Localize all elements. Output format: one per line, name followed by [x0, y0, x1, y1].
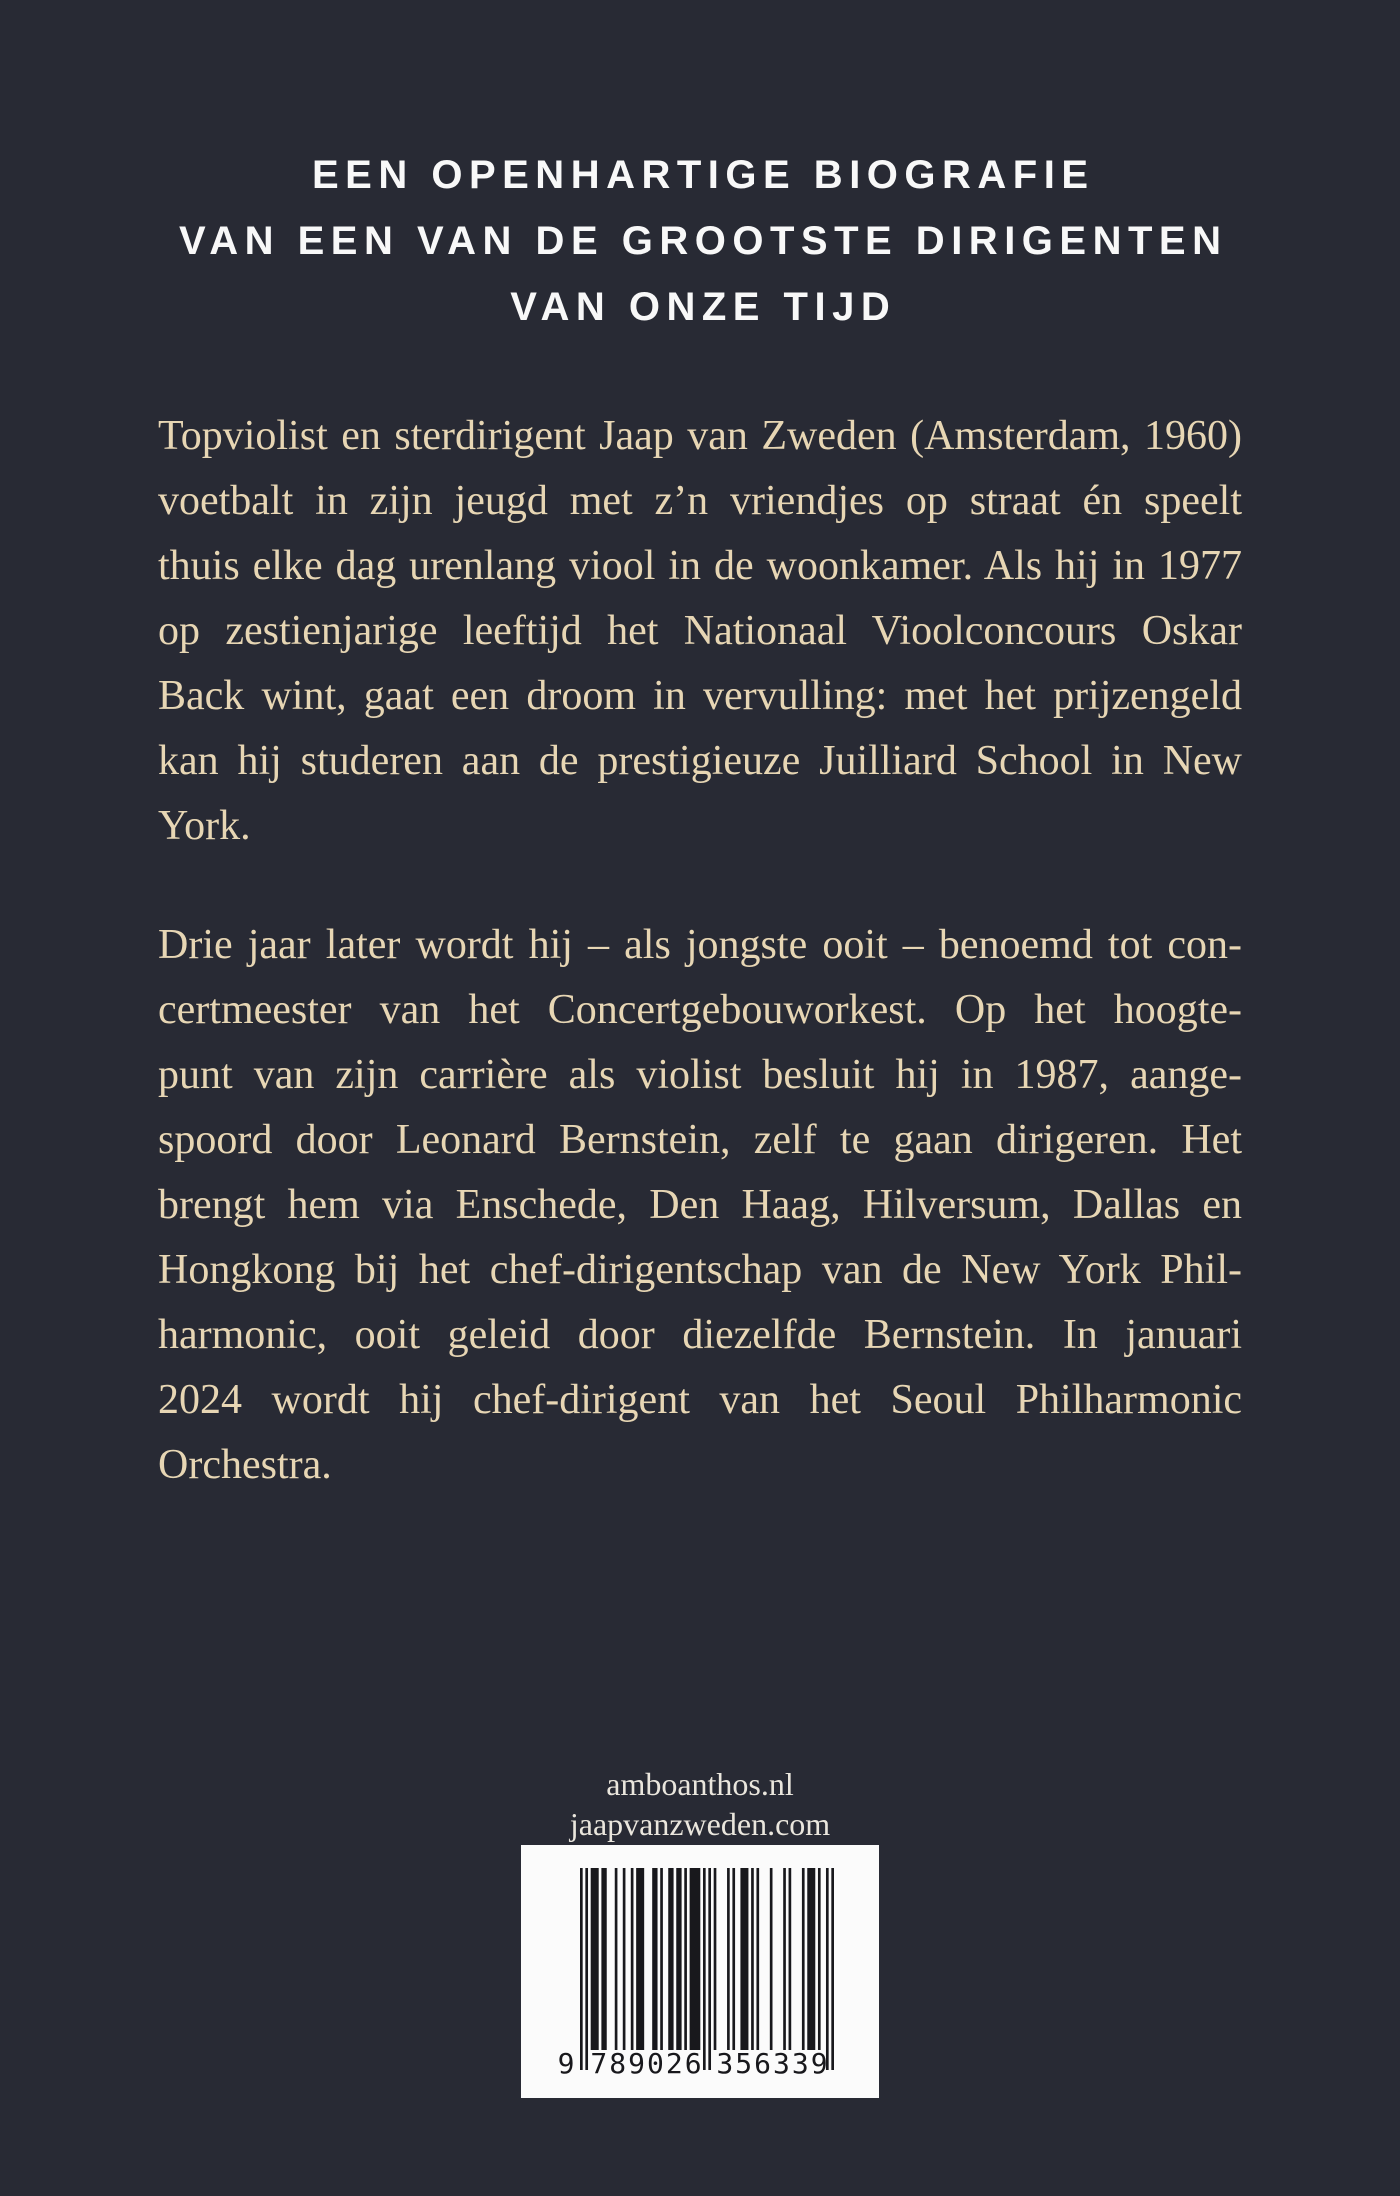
blurb-line: Topviolist en sterdirigent Jaap van Zweden (Amsterdam, 1960) — [158, 413, 1242, 459]
blurb-line: Orchestra. — [158, 1442, 332, 1488]
blurb-line: Hongkong bij het chef-dirigentschap van de New York Phil- — [158, 1247, 1242, 1293]
blurb-line: voetbalt in zijn jeugd met z’n vriendjes op straat én speelt — [158, 478, 1242, 524]
blurb-paragraph-1 — [158, 404, 1242, 859]
blurb-line: punt van zijn carrière als violist besluit hij in 1987, aange- — [158, 1052, 1242, 1098]
blurb-line: Back wint, gaat een droom in vervulling: met het prijzengeld — [158, 673, 1242, 719]
blurb-line: certmeester van het Concertgebouworkest. Op het hoogte- — [158, 987, 1242, 1033]
tagline-line: VAN EEN VAN DE GROOTSTE DIRIGENTEN — [179, 219, 1228, 263]
blurb-line: thuis elke dag urenlang viool in de woonkamer. Als hij in 1977 — [158, 543, 1242, 589]
websites — [0, 1764, 1400, 1844]
blurb-line: spoord door Leonard Bernstein, zelf te gaan dirigeren. Het — [158, 1117, 1242, 1163]
barcode-digit-group-left: 789026 — [590, 2047, 704, 2080]
barcode-bars-icon — [580, 1868, 834, 2070]
blurb-line: kan hij studeren aan de prestigieuze Juilliard School in New — [158, 738, 1242, 784]
blurb-line: York. — [158, 803, 251, 849]
blurb-line: brengt hem via Enschede, Den Haag, Hilversum, Dallas en — [158, 1182, 1242, 1228]
tagline-line: EEN OPENHARTIGE BIOGRAFIE — [311, 153, 1095, 197]
barcode-digit-lead: 9 — [557, 2047, 577, 2080]
blurb-line: harmonic, ooit geleid door diezelfde Bernstein. In januari — [158, 1312, 1242, 1358]
website-publisher: amboanthos.nl — [606, 1766, 794, 1802]
blurb-line: op zestienjarige leeftijd het Nationaal Vioolconcours Oskar — [158, 608, 1242, 654]
barcode-digit-group-right: 356339 — [716, 2047, 830, 2080]
blurb-paragraph-2 — [158, 913, 1242, 1498]
tagline — [0, 142, 1400, 340]
blurb-line: 2024 wordt hij chef-dirigent van het Seoul Philharmonic — [158, 1377, 1242, 1423]
tagline-line: VAN ONZE TIJD — [510, 285, 897, 329]
website-author: jaapvanzweden.com — [569, 1806, 831, 1842]
barcode — [521, 1845, 879, 2098]
blurb-line: Drie jaar later wordt hij – als jongste ooit – benoemd tot con- — [158, 922, 1242, 968]
